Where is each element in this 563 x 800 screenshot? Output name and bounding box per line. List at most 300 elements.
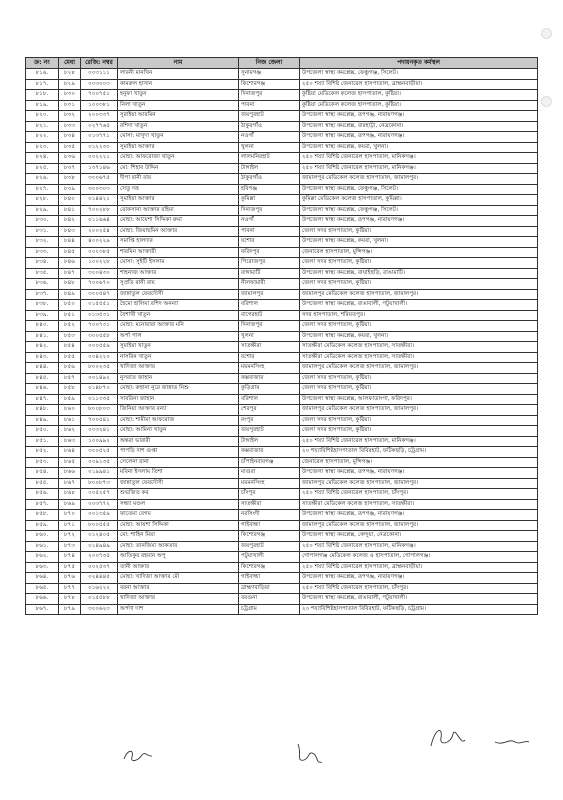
cell-posting-place: উপজেলা স্বাস্থ্য কমপ্লেক্স, কয়রা, খুলনা। [300,237,538,248]
cell-home-district: বাগেরহাট [239,310,300,321]
table-row [26,279,538,290]
cell-home-district: রাঙ্গামাটি [239,268,300,279]
table-row [26,352,538,363]
table-row [26,121,538,132]
cell-merit: ৮৬৫ [59,457,81,468]
table-row [26,331,538,342]
cell-reg-no: ০০৩২৪১ [81,426,118,437]
cell-home-district: জয়পুরহাট [239,111,300,122]
cell-reg-no: ৩০০৫২৫ [81,447,118,458]
cell-posting-place: ২৫০ শয্যা বিশিষ্ট জেনারেল হাসপাতাল, ব্রাহ্মনবাড়ীয়া। [300,562,538,573]
cell-reg-no: ৩০০৫৪৭ [81,289,118,300]
cell-home-district: জামালপুর [239,289,300,300]
cell-serial: ৮৬৬. [26,594,59,605]
cell-merit: ৮২৯ [59,79,81,90]
cell-name: মোছা: আয়শা সিদ্দিকা [118,520,239,531]
cell-name: মো: শাহিন মিয়া [118,531,239,542]
cell-home-district: কুড়িগ্রাম [239,384,300,395]
cell-serial: ৮৩৯. [26,310,59,321]
cell-merit: ৮৫৪ [59,342,81,353]
cell-name: কামরুল হাসান [118,79,239,90]
cell-serial: ৮৩১. [26,226,59,237]
cell-posting-place: গোপালগঞ্জ মেডিকেল কলেজ ও হাসপাতাল, গোপালগঞ্জ। [300,552,538,563]
cell-name: মোছা: আমিনা খাতুন [118,426,239,437]
cell-reg-no: ০২৭৭৬৫ [81,121,118,132]
cell-posting-place: জেলা সদর হাসপাতাল, কুষ্টিয়া। [300,279,538,290]
cell-name: সুমাইয়া আক্তার [118,195,239,206]
cell-posting-place: উপজেলা স্বাস্থ্য কমপ্লেক্স, রূপগঞ্জ, নারায়ণগঞ্জ। [300,468,538,479]
cell-reg-no: ২০০২৫৪ [81,226,118,237]
cell-name: খাদিজা আক্তার [118,363,239,374]
cell-merit: ৮৩৫ [59,142,81,153]
cell-serial: ৮৬০. [26,531,59,542]
cell-home-district: নরসিংদী [239,510,300,521]
cell-reg-no: ০০১৩৫৯ [81,510,118,521]
cell-merit: ৮৭১ [59,520,81,531]
table-row [26,373,538,384]
cell-merit: ৮৪৪ [59,237,81,248]
cell-reg-no: ৩০০৬২৩ [81,604,118,615]
cell-home-district: দিনাজপুর [239,321,300,332]
cell-serial: ৮২৫. [26,163,59,174]
table-row [26,468,538,479]
cell-reg-no: ০১৪৮৭০ [81,384,118,395]
cell-reg-no: ০১২৪০৫ [81,531,118,542]
cell-name: মোছা: আয়েশা সিদ্দিকা রুমা [118,216,239,227]
cell-posting-place: জেলা সদর হাসপাতাল, কুষ্টিয়া। [300,226,538,237]
table-row [26,583,538,594]
cell-posting-place: ২৫০ শয্যা বিশিষ্ট জেনারেল হাসপাতাল, চাঁদপুর। [300,583,538,594]
cell-merit: ৮৭৯ [59,604,81,615]
punch-hole-top [541,28,552,39]
table-row [26,415,538,426]
header-merit: মেধা [59,58,81,69]
cell-name: মোছা: আফরোজা খাতুন [118,153,239,164]
cell-serial: ৮৫০. [26,426,59,437]
table-row [26,142,538,153]
cell-posting-place: কুষ্টিয়া মেডিকেল কলেজ হাসপাতাল, কুষ্টিয়া। [300,100,538,111]
cell-merit: ৮২৮ [59,69,81,80]
cell-home-district: সাতক্ষীরা [239,499,300,510]
cell-reg-no: ০০৫২৫৭ [81,489,118,500]
cell-home-district: পাবনা [239,226,300,237]
cell-posting-place: উপজেলা স্বাস্থ্য কমপ্লেক্স, ফেঞ্চুগঞ্জ, সিলেট। [300,69,538,80]
cell-serial: ৮৪০. [26,321,59,332]
cell-name: মোছা: জিয়াছমিন আক্তার [118,226,239,237]
table-row [26,184,538,195]
cell-posting-place: সাতক্ষীরা মেডিকেল কলেজ হাসপাতাল, সাতক্ষীরা। [300,352,538,363]
cell-home-district: খুলনা [239,142,300,153]
table-row [26,163,538,174]
cell-name: সুমাইয়া আক্তার [118,142,239,153]
cell-serial: ৮৫৪. [26,468,59,479]
cell-serial: ৮২১. [26,121,59,132]
cell-posting-place: উপজেলা স্বাস্থ্য কমপ্লেক্স, রূপগঞ্জ, নারায়ণগঞ্জ। [300,216,538,227]
cell-merit: ৮৪৬ [59,258,81,269]
table-row [26,69,538,80]
header-reg-no: রেজি: নম্বর [81,58,118,69]
cell-serial: ৮১৯. [26,100,59,111]
cell-posting-place: জেলা সদর হাসপাতাল, কুষ্টিয়া। [300,415,538,426]
header-name: নাম [118,58,239,69]
table-row [26,195,538,206]
cell-reg-no: ০১৪৪২১ [81,195,118,206]
cell-name: মোসা: মাসুদা খাতুন [118,132,239,143]
cell-merit: ৮৬২ [59,426,81,437]
table-row [26,226,538,237]
cell-home-district: মাগুরা [239,468,300,479]
cell-reg-no: ১০০৯৯২ [81,436,118,447]
table-row [26,237,538,248]
table-row [26,111,538,122]
cell-serial: ৮৩৮. [26,300,59,311]
cell-name: অর্পণা দাশ [118,604,239,615]
cell-merit: ৮৬৬ [59,468,81,479]
cell-home-district: চট্রগ্রাম [239,604,300,615]
cell-name: জান্নাতুল ফেরদৌসী [118,289,239,300]
cell-posting-place: জেলা সদর হাসপাতাল, কুষ্টিয়া। [300,426,538,437]
punch-hole-bottom [541,96,552,107]
cell-merit: ৮৩৬ [59,153,81,164]
cell-reg-no: ৭০০৭৫১ [81,90,118,101]
cell-merit: ৮৫৯ [59,394,81,405]
cell-serial: ৮৫৮. [26,510,59,521]
cell-name: লাবনী মানখিন [118,69,239,80]
cell-name: শুভজিত কর [118,489,239,500]
cell-posting-place: উপজেলা স্বাস্থ্য কমপ্লেক্স, রূপগঞ্জ, নারায়ণগঞ্জ। [300,573,538,584]
cell-reg-no: ৮০০২৩৫ [81,363,118,374]
cell-serial: ৮২৯. [26,205,59,216]
cell-name: তানী আক্তার [118,562,239,573]
cell-serial: ৮১৭. [26,79,59,90]
cell-reg-no: ০০০৫৫৯ [81,342,118,353]
cell-name: হনুফা খাতুন [118,90,239,101]
table-row [26,310,538,321]
table-row [26,205,538,216]
cell-merit: ৮৬৩ [59,436,81,447]
cell-home-district: কক্সবাজার [239,447,300,458]
header-home-district: নিজ জেলা [239,58,300,69]
cell-serial: ৮৩৪. [26,258,59,269]
cell-posting-place: কুমিল্লা মেডিকেল কলেজ হাসপাতাল, কুমিল্লা। [300,195,538,206]
signature-left [120,745,160,767]
cell-posting-place: সদর হাসপাতাল, শরিয়তপুর। [300,310,538,321]
table-row [26,247,538,258]
cell-name: বৈশাখী খাতুন [118,310,239,321]
cell-merit: ৮৪৫ [59,247,81,258]
cell-name: মবিনা ইসলাম তিশা [118,468,239,479]
cell-merit: ৮৬৪ [59,447,81,458]
cell-name: অর্পা পাল [118,331,239,342]
table-row [26,552,538,563]
cell-home-district: সাতক্ষীরা [239,342,300,353]
cell-serial: ৮২৮. [26,195,59,206]
cell-merit: ৮৩৭ [59,163,81,174]
cell-home-district: দিনাজপুর [239,205,300,216]
cell-posting-place: উপজেলা স্বাস্থ্য কমপ্লেক্স, বারহাট্টা, নেত্রকোনা। [300,121,538,132]
cell-home-district: কিশোরগঞ্জ [239,562,300,573]
cell-serial: ৮৪৫. [26,373,59,384]
cell-reg-no: ৮০০৫৫৫ [81,520,118,531]
cell-home-district: জয়পুরহাট [239,541,300,552]
cell-name: মোছা: মনোয়ারা আক্তার মনি [118,321,239,332]
cell-reg-no: ৩০০৪৩০ [81,268,118,279]
cell-serial: ৮২২. [26,132,59,143]
table-row [26,447,538,458]
table-row [26,363,538,374]
cell-posting-place: উপজেলা স্বাস্থ্য কমপ্লেক্স, রূপগঞ্জ, নারায়ণগঞ্জ। [300,132,538,143]
cell-name: রশিদা খাতুন [118,121,239,132]
cell-name: জিনিয়া আক্তার বন্যা [118,405,239,416]
table-row [26,268,538,279]
cell-name: সমাপ্তি হালদার [118,237,239,248]
cell-merit: ৮৭৪ [59,552,81,563]
table-row [26,594,538,605]
cell-home-district: যশোর [239,352,300,363]
cell-posting-place: জামালপুর মেডিকেল কলেজ হাসপাতাল, জামালপুর। [300,478,538,489]
table-row [26,436,538,447]
cell-reg-no: ৩০০৩০৩ [81,184,118,195]
cell-reg-no: ০০৯১৩৫ [81,457,118,468]
cell-posting-place: ২৫০ শয্যা বিশিষ্ট জেনারেল হাসপাতাল, মানিকগঞ্জ। [300,436,538,447]
cell-serial: ৮৩০. [26,216,59,227]
cell-merit: ৮৩০ [59,90,81,101]
cell-name: নিলা খাতুন [118,100,239,111]
cell-reg-no: ২০০৩৩৭ [81,111,118,122]
table-row [26,258,538,269]
cell-merit: ৮৭০ [59,510,81,521]
cell-home-district: ঠাকুরগাঁও [239,121,300,132]
cell-home-district: ব্রাহ্মণবাড়িয়া [239,583,300,594]
cell-posting-place: কুষ্টিয়া মেডিকেল কলেজ হাসপাতাল, কুষ্টিয়া। [300,90,538,101]
cell-merit: ৮৫১ [59,310,81,321]
cell-reg-no: ০০২৩৮৫ [81,247,118,258]
cell-serial: ৮৩৩. [26,247,59,258]
cell-posting-place: সাতক্ষীরা মেডিকেল কলেজ হাসপাতাল, সাতক্ষীরা। [300,499,538,510]
cell-merit: ৮৪৯ [59,289,81,300]
cell-name: সুমাইয়া খাতুন [118,342,239,353]
cell-name: পাপড়ি দাশ গুপ্তা [118,447,239,458]
cell-serial: ৮৩৬. [26,279,59,290]
header-posting-place: পদায়নকৃত কর্মস্থল [300,58,538,69]
cell-reg-no: ০০১৪৯২ [81,373,118,384]
cell-home-district: বরিশাল [239,394,300,405]
cell-reg-no: ১০০৩৮১ [81,100,118,111]
cell-posting-place: ২৫০ শয্যা বিশিষ্ট জেনারেল হাসপাতাল, মানিকগঞ্জ। [300,541,538,552]
cell-name: মোছা: তানজিমা আকতার [118,541,239,552]
cell-reg-no: ০০৪২২০ [81,352,118,363]
cell-name: আতিকুর রহমান অপু [118,552,239,563]
cell-posting-place: উপজেলা স্বাস্থ্য কমপ্লেক্স, রাঙাবালী, পটুয়াখালী। [300,300,538,311]
cell-home-district: টাঙ্গাইল [239,436,300,447]
cell-merit: ৮৭৮ [59,594,81,605]
cell-name: ফাতেমা বেগম [118,510,239,521]
cell-reg-no: ০১৬২২২ [81,583,118,594]
table-row [26,510,538,521]
table-row [26,100,538,111]
signature-middle [292,738,326,768]
cell-reg-no: ০১৫৫৫১ [81,300,118,311]
cell-posting-place: জেলা সদর হাসপাতাল, কুষ্টিয়া। [300,321,538,332]
cell-home-district: খুলনা [239,331,300,342]
cell-name: অন্তরা ভারারী [118,436,239,447]
cell-name: সুপ্রতি রানী রায় [118,279,239,290]
cell-merit: ৮৩৮ [59,174,81,185]
table-row [26,342,538,353]
cell-home-district: দিনাজপুর [239,90,300,101]
cell-serial: ৮৬২. [26,552,59,563]
cell-home-district: বরগুনা [239,594,300,605]
cell-reg-no: ০০৩৭৭২ [81,499,118,510]
cell-merit: ৮৫৩ [59,331,81,342]
cell-home-district: কিশোরগঞ্জ [239,531,300,542]
cell-merit: ৮৬৭ [59,478,81,489]
cell-reg-no: ১০০২২৮ [81,258,118,269]
cell-home-district: কিশোরগঞ্জ [239,79,300,90]
cell-posting-place: উপজেলা স্বাস্থ্য কমপ্লেক্স, ফেঞ্চুগঞ্জ, সিলেট। [300,184,538,195]
cell-serial: ৮৬৩. [26,562,59,573]
cell-home-district: কক্সবাজার [239,373,300,384]
cell-reg-no: ২০০৭৩৫ [81,552,118,563]
cell-name: শারমিন আক্তারী [118,247,239,258]
table-row [26,478,538,489]
cell-name: বরনা আক্তার [118,583,239,594]
cell-merit: ৮৪২ [59,216,81,227]
cell-posting-place: সাতক্ষীরা মেডিকেল কলেজ হাসপাতাল, সাতক্ষীরা। [300,342,538,353]
table-row [26,541,538,552]
cell-serial: ৮৩২. [26,237,59,248]
cell-serial: ৮৬৭. [26,604,59,615]
cell-reg-no: ০১৪৯৪৯ [81,541,118,552]
cell-home-district: পিরোজপুর [239,258,300,269]
cell-reg-no: ১৩৭১৪৬ [81,163,118,174]
cell-merit: ৮৩৯ [59,184,81,195]
cell-posting-place: জামালপুর মেডিকেল কলেজ হাসপাতাল, জামালপুর। [300,405,538,416]
table-row [26,562,538,573]
cell-merit: ৮৪৮ [59,279,81,290]
cell-merit: ৮৭২ [59,531,81,542]
cell-name: সন্ধ্যা মণ্ডল [118,499,239,510]
cell-posting-place: জেলা সদর হাসপাতাল, কুষ্টিয়া। [300,258,538,269]
cell-reg-no: ৩০০৬৭৫ [81,174,118,185]
cell-name: মোছা: খাদিজা আক্তার মৌ [118,573,239,584]
cell-serial: ৮৬১. [26,541,59,552]
cell-reg-no: ০১৯৯৪১ [81,468,118,479]
cell-reg-no: ০০৩০০৩ [81,79,118,90]
cell-reg-no: ৭০০৬৭০ [81,279,118,290]
cell-home-district: পাবনা [239,100,300,111]
cell-merit: ৮৭৬ [59,573,81,584]
cell-name: মো: শিহাব উদ্দিন [118,163,239,174]
cell-serial: ৮৪৩. [26,352,59,363]
cell-posting-place: উপজেলা স্বাস্থ্য কমপ্লেক্স, আলফাডাংগা, ফরিদপুর। [300,394,538,405]
cell-home-district: নওগাঁ [239,132,300,143]
cell-home-district: বরিশাল [239,300,300,311]
cell-name: শাহনাজ আক্তার [118,268,239,279]
table-row [26,520,538,531]
cell-posting-place: ২৫০ শয্যা বিশিষ্ট জেনারেল হাসপাতাল, মানিকগঞ্জ। [300,153,538,164]
cell-name: নুসরাত জাহান [118,373,239,384]
table-row [26,573,538,584]
cell-serial: ৮৬৪. [26,573,59,584]
cell-merit: ৮৭৫ [59,562,81,573]
cell-merit: ৮৫০ [59,300,81,311]
table-row [26,457,538,468]
cell-serial: ৮৪২. [26,342,59,353]
cell-merit: ৮৬০ [59,405,81,416]
table-row [26,531,538,542]
cell-home-district: ঠাকুরগাঁও [239,174,300,185]
cell-serial: ৮২০. [26,111,59,122]
cell-serial: ৮৫৭. [26,499,59,510]
cell-home-district: নীলফামারী [239,279,300,290]
cell-serial: ৮৫৩. [26,457,59,468]
cell-merit: ৮৫৬ [59,363,81,374]
cell-home-district: সুনামগঞ্জ [239,69,300,80]
cell-posting-place: জামালপুর মেডিকেল কলেজ হাসপাতাল, জামালপুর। [300,174,538,185]
cell-posting-place: জামালপুর মেডিকেল কলেজ হাসপাতাল, জামালপুর। [300,289,538,300]
cell-serial: ৮৩৫. [26,268,59,279]
cell-serial: ৮৫৫. [26,478,59,489]
cell-reg-no: ০১৩৫৩১ [81,310,118,321]
cell-name: সাবরিনা জাহান [118,394,239,405]
cell-home-district: কুমিল্লা [239,195,300,206]
posting-table [25,57,538,615]
cell-home-district: লালমনিরহাট [239,153,300,164]
cell-name: সেতু দত্ত [118,184,239,195]
cell-posting-place: উপজেলা স্বাস্থ্য কমপ্লেক্স, কয়রা, খুলনা। [300,331,538,342]
cell-serial: ৮৪৪. [26,363,59,374]
cell-serial: ৮১৬. [26,69,59,80]
table-row [26,489,538,500]
cell-serial: ৮৫১. [26,436,59,447]
table-header-row [26,58,538,69]
cell-posting-place: উপজেলা স্বাস্থ্য কমপ্লেক্স, রূপগঞ্জ, নারায়ণগঞ্জ। [300,111,538,122]
cell-serial: ৮৪৬. [26,384,59,395]
cell-name: খাদিজা আক্তার [118,594,239,605]
cell-posting-place: ২৫০ শয্যা বিশিষ্ট জেনারেল হাসপাতাল, ব্রাহ্মনবাড়ীয়া। [300,79,538,90]
cell-merit: ৮৩৪ [59,132,81,143]
cell-serial: ৮৫৯. [26,520,59,531]
header-serial: ক্র: নং [26,58,59,69]
cell-home-district: শেরপুর [239,405,300,416]
cell-name: দীপা রানী রায় [118,174,239,185]
cell-posting-place: উপজেলা স্বাস্থ্য কমপ্লেক্স, বাঘাইছড়ি, রাঙামাটি। [300,268,538,279]
cell-home-district: যশোর [239,237,300,248]
cell-reg-no: ০০২২২১ [81,153,118,164]
cell-reg-no: ০০৩১১১ [81,69,118,80]
cell-merit: ৮৪০ [59,195,81,206]
cell-posting-place: ২০ শয্যাবিশিষ্টহাসপাতাল বিবিরহাট, ফটিকছড়ি, চট্রগ্রাম। [300,604,538,615]
table-row [26,300,538,311]
cell-merit: ৮৬৯ [59,499,81,510]
cell-home-district: জয়পুরহাট [239,426,300,437]
table-row [26,216,538,227]
cell-serial: ৮৫৬. [26,489,59,500]
cell-merit: ৮৩১ [59,100,81,111]
cell-home-district: চাঁদপুর [239,489,300,500]
cell-reg-no: ৮০০৮০৩ [81,405,118,416]
cell-home-district: গাইবান্ধা [239,520,300,531]
cell-reg-no: ০১৫৫৮৮ [81,594,118,605]
cell-reg-no: ০১১৬৬৪ [81,216,118,227]
cell-merit: ৮৭৩ [59,541,81,552]
cell-merit: ৮৫৮ [59,384,81,395]
cell-serial: ৮৪১. [26,331,59,342]
cell-posting-place: জেলা সদর হাসপাতাল, কুষ্টিয়া। [300,384,538,395]
cell-serial: ৮২৩. [26,142,59,153]
cell-name: নাসরিন খাতুন [118,352,239,363]
